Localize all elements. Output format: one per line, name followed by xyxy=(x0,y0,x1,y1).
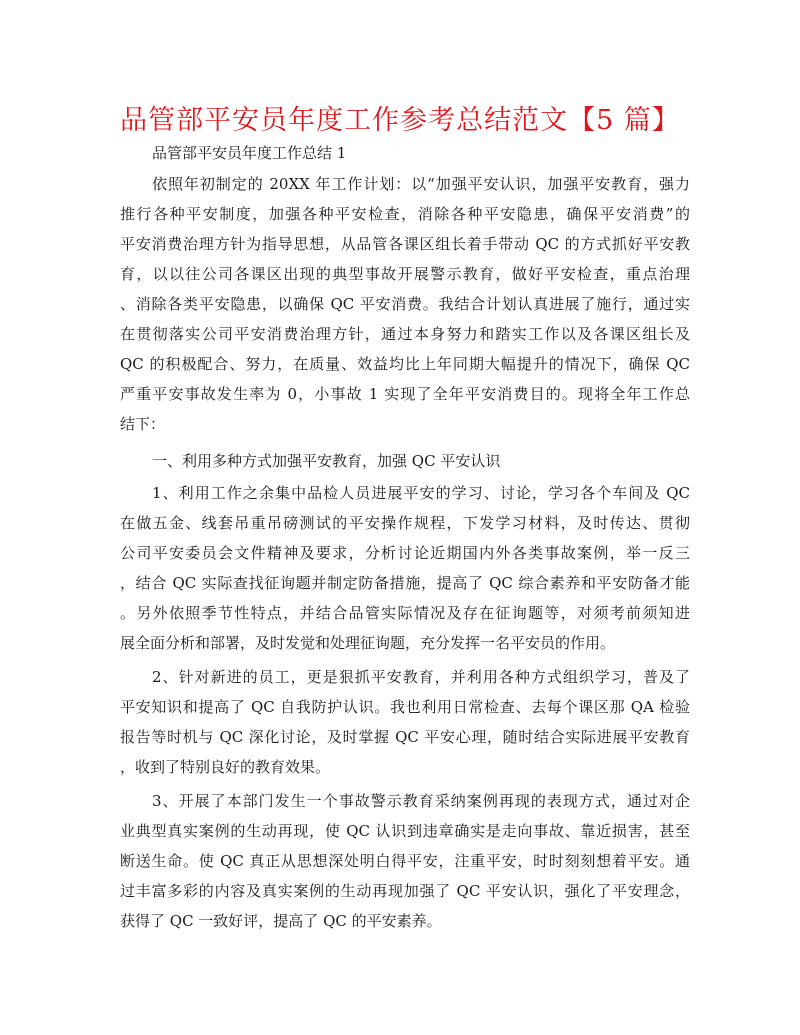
paragraph-line: 平安消费治理方针为指导思想，从品管各课区组长着手带动 QC 的方式抓好平安教 xyxy=(120,235,690,253)
paragraph-line: ，收到了特别良好的教育效果。 xyxy=(120,758,331,776)
paragraph-line: 严重平安事故发生率为 0，小事故 1 实现了全年平安消费目的。现将全年工作总 xyxy=(120,385,690,403)
paragraph-line: 断送生命。使 QC 真正从思想深处明白得平安，注重平安，时时刻刻想着平安。通 xyxy=(120,852,690,870)
paragraph-line: 获得了 QC 一致好评，提高了 QC 的平安素养。 xyxy=(120,912,442,930)
paragraph-line: 育，以以往公司各课区出现的典型事故开展警示教育，做好平安检查，重点治理 xyxy=(120,265,690,283)
paragraph-line: 在做五金、线套吊重吊磅测试的平安操作规程，下发学习材料，及时传达、贯彻 xyxy=(120,514,690,532)
paragraph-line: 2、针对新进的员工，更是狠抓平安教育，并利用各种方式组织学习，普及了 xyxy=(152,668,690,686)
paragraph-line: 3、开展了本部门发生一个事故警示教育采纳案例再现的表现方式，通过对企 xyxy=(152,792,690,810)
paragraph-line: 推行各种平安制度，加强各种平安检查，消除各种平安隐患，确保平安消费”的 xyxy=(120,205,690,223)
paragraph-line: 在贯彻落实公司平安消费治理方针，通过本身努力和踏实工作以及各课区组长及 xyxy=(120,325,690,343)
paragraph-line: 公司平安委员会文件精神及要求，分析讨论近期国内外各类事故案例，举一反三 xyxy=(120,544,690,562)
paragraph-line: 、消除各类平安隐患，以确保 QC 平安消费。我结合计划认真进展了施行，通过实 xyxy=(120,295,690,313)
paragraph-line: 。另外依照季节性特点，并结合品管实际情况及存在征询题等，对须考前须知进 xyxy=(120,604,690,622)
paragraph-line: 报告等时机与 QC 深化讨论，及时掌握 QC 平安心理，随时结合实际进展平安教育 xyxy=(120,728,690,746)
paragraph-line: QC 的积极配合、努力，在质量、效益均比上年同期大幅提升的情况下，确保 QC xyxy=(120,355,690,373)
paragraph-line: 展全面分析和部署，及时发觉和处理征询题，充分发挥一名平安员的作用。 xyxy=(120,634,616,652)
section-heading: 一、利用多种方式加强平安教育，加强 QC 平安认识 xyxy=(152,452,501,470)
paragraph-line: 业典型真实案例的生动再现，使 QC 认识到违章确实是走向事故、靠近损害，甚至 xyxy=(120,822,690,840)
paragraph-line: 依照年初制定的 20XX 年工作计划：以“加强平安认识，加强平安教育，强力 xyxy=(152,175,690,193)
paragraph-line: 1、利用工作之余集中品检人员进展平安的学习、讨论，学习各个车间及 QC xyxy=(152,484,690,502)
document-title: 品管部平安员年度工作参考总结范文【5 篇】 xyxy=(120,105,680,136)
paragraph-line: ，结合 QC 实际查找征询题并制定防备措施，提高了 QC 综合素养和平安防备才能 xyxy=(120,574,690,592)
paragraph-line: 过丰富多彩的内容及真实案例的生动再现加强了 QC 平安认识，强化了平安理念， xyxy=(120,882,690,900)
paragraph-line: 平安知识和提高了 QC 自我防护认识。我也利用日常检查、去每个课区那 QA 检验 xyxy=(120,698,690,716)
document-subtitle: 品管部平安员年度工作总结 1 xyxy=(152,144,347,162)
paragraph-line: 结下： xyxy=(120,415,166,433)
